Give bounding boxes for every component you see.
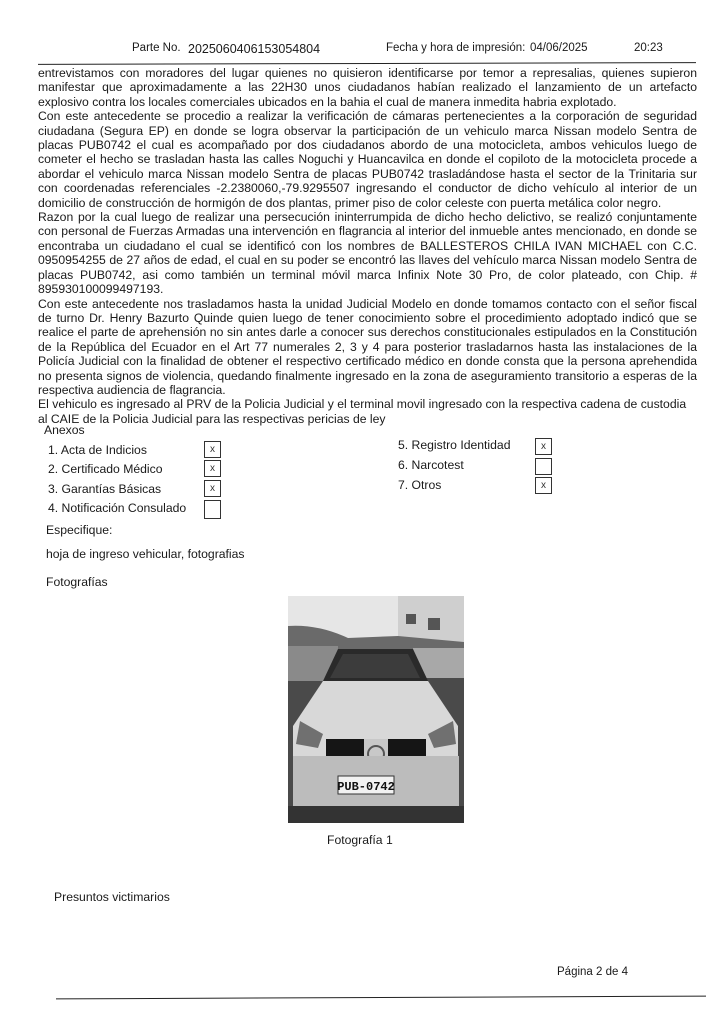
specify-value: hoja de ingreso vehicular, fotografias — [46, 547, 245, 561]
annex-label: 2. Certificado Médico — [48, 462, 163, 476]
annex-label: 6. Narcotest — [398, 458, 464, 472]
footer-divider — [56, 996, 706, 1000]
annex-item-certificado-medico — [48, 462, 162, 476]
narrative-body — [38, 66, 697, 426]
parte-number: 2025060406153054804 — [188, 42, 321, 56]
paragraph: Con este antecedente nos trasladamos hasta la unidad Judicial Modelo en donde tomamos contacto con el señor fiscal de turno Dr. Henry Bazurto Quinde quien luego de tener conocimiento sobre el procedimiento adoptado indicó que se realice el parte de aprehensión no sin antes darle a conocer sus derechos constitucionales estipulados en la Constitución de la República del Ecuador en el Art 77 numerales 2, 3 y 4 para posterior trasladarnos hasta las instalaciones de la Policía Judicial con la finalidad de obtener el respectivo certificado médico en donde consta que la persona aprehendida no presenta signos de violencia, quedando finalmente ingresado en la zona de aseguramiento transitorio a esperas de la respectiva audiencia de flagrancia. — [38, 296, 697, 397]
annex-checkbox-acta-indicios[interactable]: x — [204, 441, 221, 458]
paragraph: El vehiculo es ingresado al PRV de la Policia Judicial y el terminal movil ingresado con la respectiva cadena de custodia al CAIE de la Policia Judicial para las respectivas pericias de ley — [38, 397, 687, 426]
license-plate: PUB-0742 — [337, 780, 395, 794]
fecha-value: 04/06/2025 — [530, 42, 588, 54]
page-number: Página 2 de 4 — [557, 966, 628, 978]
photo-caption: Fotografía 1 — [327, 833, 393, 847]
annex-label: 4. Notificación Consulado — [48, 501, 187, 515]
annex-label: 7. Otros — [398, 478, 442, 492]
annex-checkbox-garantias-basicas[interactable]: x — [204, 480, 221, 497]
annex-checkbox-notificacion-consulado[interactable] — [204, 500, 221, 519]
annex-label: 5. Registro Identidad — [398, 438, 511, 452]
specify-label: Especifique: — [46, 523, 113, 537]
vehicle-photo — [288, 596, 464, 823]
annex-label: 3. Garantías Básicas — [48, 482, 162, 496]
annex-item-otros — [398, 478, 441, 492]
hora-value: 20:23 — [634, 42, 663, 54]
victimarios-title: Presuntos victimarios — [54, 890, 170, 904]
anexos-title: Anexos — [44, 423, 85, 437]
parte-label: Parte No. — [132, 42, 181, 54]
annex-checkbox-otros[interactable]: x — [535, 477, 552, 494]
header-divider — [38, 62, 696, 65]
paragraph: Razon por la cual luego de realizar una persecución ininterrumpida de dicho hecho delictivo, se realizó conjuntamente con personal de Fuerzas Armadas una intervención en flagrancia al interior del inmueble antes mencionado, en donde se encontraba un ciudadano el cual se identificó con los nombres de BALLESTEROS CHILA IVAN MICHAEL con C.C. 0950954255 de 27 años de edad, el cual en su poder se encontró las llaves del vehículo marca Nissan modelo Sentra de placas PUB0742, asi como también un terminal móvil marca Infinix Note 30 Pro, de color plateado, con Chip. # 895930100099497193. — [38, 210, 697, 297]
fecha-label: Fecha y hora de impresión: — [386, 42, 526, 54]
annex-checkbox-registro-identidad[interactable]: x — [535, 438, 552, 455]
annex-label: 1. Acta de Indicios — [48, 443, 147, 457]
fotografias-title: Fotografías — [46, 575, 108, 589]
annex-item-notificacion-consulado — [48, 501, 186, 515]
paragraph: entrevistamos con moradores del lugar quienes no quisieron identificarse por temor a represalias, quienes supieron manifestar que aproximadamente a las 22H30 unos ciudadanos habían realizado el lanzamiento de un artefacto explosivo contra los locales comerciales ubicados en la bahia el cual de manera inmedita habria explotado. — [38, 66, 697, 109]
annex-item-narcotest — [398, 458, 464, 472]
annex-item-acta-indicios — [48, 443, 147, 457]
annex-checkbox-certificado-medico[interactable]: x — [204, 460, 221, 477]
annex-item-registro-identidad — [398, 438, 510, 452]
print-header — [0, 42, 724, 62]
vehicle-photo-image — [288, 596, 464, 823]
annex-item-garantias-basicas — [48, 482, 161, 496]
paragraph: Con este antecedente se procedio a realizar la verificación de cámaras pertenecientes a la corporación de seguridad ciudadana (Segura EP) en donde se logra observar la participación de un vehiculo marca Nissan modelo Sentra de placas PUB0742 el cual es acompañado por dos ciudadanos abordo de una motocicleta, ambos vehiculos luego de cometer el hecho se trasladan hasta las calles Noguchi y Huancavilca en donde el copiloto de la motocicleta procede a abordar el vehiculo marca Nissan modelo Sentra de placas PUB0742 trasladándose hasta el sector de la Trinitaria sur con coordenadas referenciales -2.2380060,-79.9295507 ingresando el conductor de dicho vehículo al interior de un domicilio de construcción de hormigón de dos plantas, primer piso de color celeste con puerta metálica color negro. — [38, 109, 697, 210]
annex-checkbox-narcotest[interactable] — [535, 458, 552, 475]
